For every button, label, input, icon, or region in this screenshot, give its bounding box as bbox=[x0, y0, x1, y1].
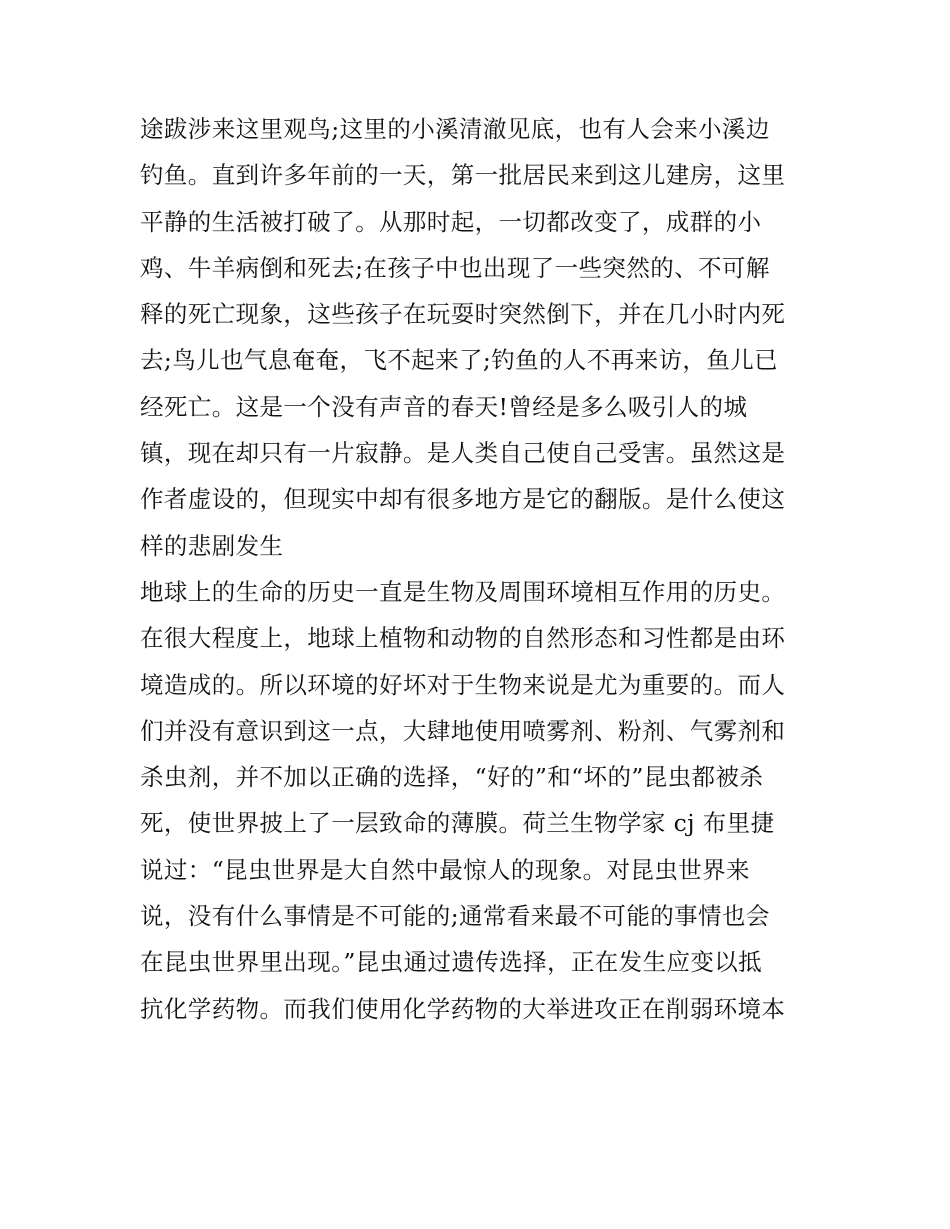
text-line: 杀虫剂，并不加以正确的选择，“好的”和“坏的”昆虫都被杀 bbox=[140, 763, 764, 792]
text-line: 经死亡。这是一个没有声音的春天!曾经是多么吸引人的城 bbox=[140, 392, 748, 421]
text-line: 作者虚设的，但现实中却有很多地方是它的翻版。是什么使这 bbox=[140, 485, 786, 514]
text-line: 平静的生活被打破了。从那时起，一切都改变了，成群的小 bbox=[140, 207, 762, 236]
text-line: 途跋涉来这里观鸟;这里的小溪清澈见底，也有人会来小溪边 bbox=[140, 115, 770, 143]
paragraph-start-line: 地球上的生命的历史一直是生物及周围环境相互作用的历史。 bbox=[140, 577, 786, 606]
text-line: 鸡、牛羊病倒和死去;在孩子中也出现了一些突然的、不可解 bbox=[140, 253, 770, 282]
text-line: 去;鸟儿也气息奄奄，飞不起来了;钓鱼的人不再来访，鱼儿已 bbox=[140, 346, 779, 375]
text-line: 钓鱼。直到许多年前的一天，第一批居民来到这儿建房，这里 bbox=[140, 161, 786, 190]
text-line: 释的死亡现象，这些孩子在玩耍时突然倒下，并在几小时内死 bbox=[140, 300, 786, 329]
text-line: 说过：“昆虫世界是大自然中最惊人的现象。对昆虫世界来 bbox=[140, 855, 750, 884]
text-line: 死，使世界披上了一层致命的薄膜。荷兰生物学家 cj 布里捷 bbox=[140, 809, 775, 838]
paragraph-end-line: 样的悲剧发生 bbox=[140, 531, 284, 560]
text-line: 境造成的。所以环境的好坏对于生物来说是尤为重要的。而人 bbox=[140, 670, 786, 699]
text-line: 在很大程度上，地球上植物和动物的自然形态和习性都是由环 bbox=[140, 624, 786, 653]
text-line: 镇，现在却只有一片寂静。是人类自己使自己受害。虽然这是 bbox=[140, 439, 786, 468]
text-line: 抗化学药物。而我们使用化学药物的大举进攻正在削弱环境本 bbox=[140, 994, 786, 1023]
body-text bbox=[140, 106, 820, 1032]
text-line: 在昆虫世界里出现。”昆虫通过遗传选择，正在发生应变以抵 bbox=[140, 948, 763, 977]
text-line: 们并没有意识到这一点，大肆地使用喷雾剂、粉剂、气雾剂和 bbox=[140, 716, 786, 745]
text-line: 说，没有什么事情是不可能的;通常看来最不可能的事情也会 bbox=[140, 902, 770, 931]
